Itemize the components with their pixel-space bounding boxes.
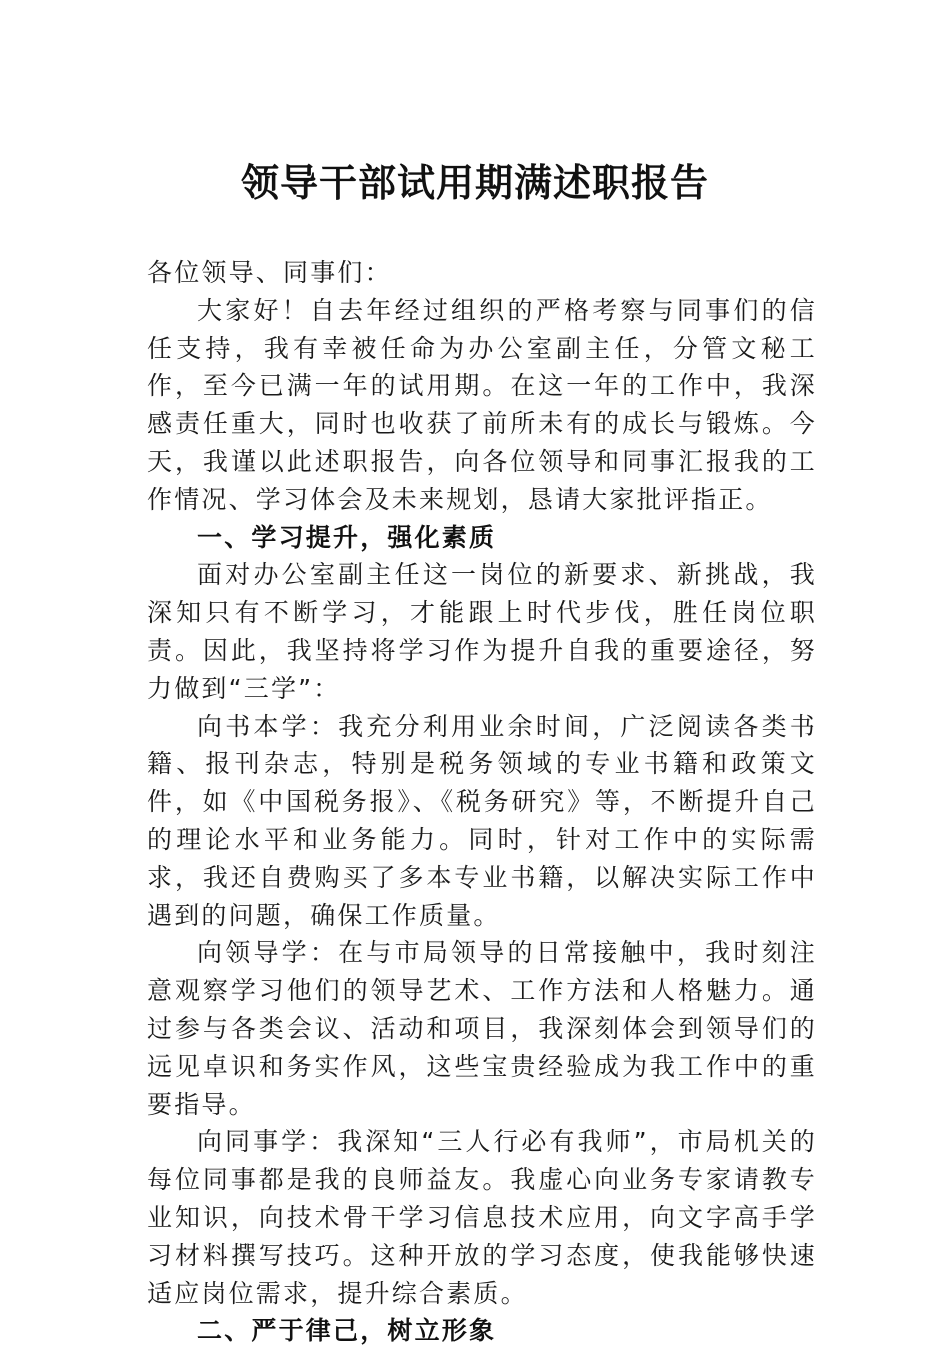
- section1-paragraph-1: 面对办公室副主任这一岗位的新要求、新挑战，我深知只有不断学习，才能跟上时代步伐，胜任岗位职责。因此，我坚持将学习作为提升自我的重要途径，努力做到“三学”：: [147, 560, 817, 703]
- section1-paragraph-3: 向领导学：在与市局领导的日常接触中，我时刻注意观察学习他们的领导艺术、工作方法和人格魅力。通过参与各类会议、活动和项目，我深刻体会到领导们的远见卓识和务实作风，这些宝贵经验成为我工作中的重要指导。: [147, 938, 817, 1119]
- section-heading-1: 一、学习提升，强化素质: [197, 522, 497, 552]
- section1-paragraph-4: 向同事学：我深知“三人行必有我师”，市局机关的每位同事都是我的良师益友。我虚心向业务专家请教专业知识，向技术骨干学习信息技术应用，向文字高手学习材料撰写技巧。这种开放的学习态度，使我能够快速适应岗位需求，提升综合素质。: [147, 1127, 817, 1308]
- document-body: [147, 254, 817, 1350]
- intro-paragraph: 大家好！自去年经过组织的严格考察与同事们的信任支持，我有幸被任命为办公室副主任，分管文秘工作，至今已满一年的试用期。在这一年的工作中，我深感责任重大，同时也收获了前所未有的成长与锻炼。今天，我谨以此述职报告，向各位领导和同事汇报我的工作情况、学习体会及未来规划，恳请大家批评指正。: [147, 295, 817, 514]
- document-title: 领导干部试用期满述职报告: [240, 160, 709, 205]
- section1-paragraph-2: 向书本学：我充分利用业余时间，广泛阅读各类书籍、报刊杂志，特别是税务领域的专业书籍和政策文件，如《中国税务报》、《税务研究》等，不断提升自己的理论水平和业务能力。同时，针对工作中的实际需求，我还自费购买了多本专业书籍，以解决实际工作中遇到的问题，确保工作质量。: [147, 711, 817, 930]
- salutation: 各位领导、同事们：: [147, 258, 392, 287]
- section-heading-2: 二、严于律己，树立形象: [197, 1316, 497, 1346]
